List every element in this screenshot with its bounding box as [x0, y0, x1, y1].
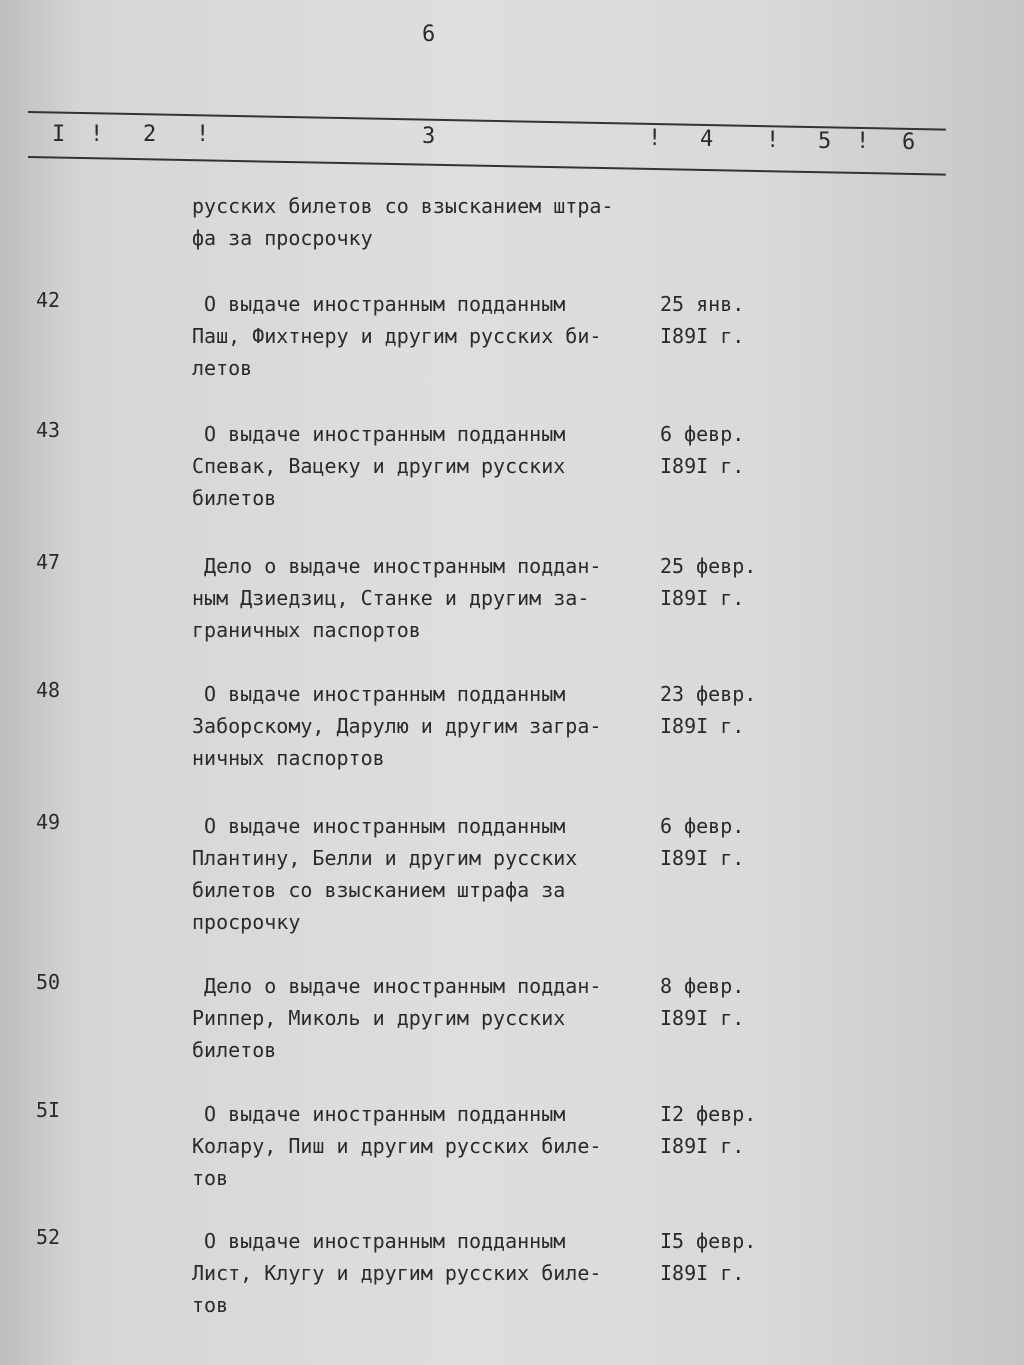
entry-number: 5I — [36, 1098, 61, 1122]
entry-description: русских билетов со взысканием штра- фа за просрочку — [192, 194, 614, 250]
header-separator: ! — [856, 129, 870, 154]
entry-date: 25 янв. I89I г. — [660, 292, 745, 348]
page-number: 6 — [422, 22, 436, 47]
header-separator: ! — [196, 122, 210, 147]
entry-date: I2 февр. I89I г. — [660, 1102, 757, 1158]
entry-number: 52 — [36, 1225, 61, 1249]
entry-date: 6 февр. I89I г. — [660, 422, 745, 478]
header-col-4: 4 — [700, 127, 714, 152]
entry-description: О выдаче иностранным подданным Заборскому, Дарулю и другим загра- ничных паспортов — [192, 682, 602, 770]
entry-number: 42 — [36, 288, 61, 312]
header-col-6: 6 — [902, 130, 916, 155]
header-separator: ! — [766, 128, 780, 153]
entry-description: О выдаче иностранным подданным Колару, Пиш и другим русских биле- тов — [192, 1102, 602, 1190]
entry-number: 48 — [36, 678, 61, 702]
entry-description: О выдаче иностранным подданным Паш, Фихтнеру и другим русских би- летов — [192, 292, 602, 380]
entry-date: 8 февр. I89I г. — [660, 974, 745, 1030]
entry-date: 23 февр. I89I г. — [660, 682, 757, 738]
header-col-5: 5 — [818, 129, 832, 154]
entry-number: 47 — [36, 550, 61, 574]
entry-description: О выдаче иностранным подданным Плантину, Белли и другим русских билетов со взысканием штрафа за просрочку — [192, 814, 578, 934]
entry-date: 25 февр. I89I г. — [660, 554, 757, 610]
header-separator: ! — [648, 126, 662, 151]
entry-description: Дело о выдаче иностранным поддан- Риппер, Миколь и другим русских билетов — [192, 974, 602, 1062]
entry-number: 50 — [36, 970, 61, 994]
table-header — [0, 122, 1024, 162]
header-col-3: 3 — [422, 124, 436, 149]
entry-date: I5 февр. I89I г. — [660, 1229, 757, 1285]
entry-description: О выдаче иностранным подданным Спевак, Вацеку и другим русских билетов — [192, 422, 566, 510]
entry-description: Дело о выдаче иностранным поддан- ным Дзиедзиц, Станке и другим за- граничных паспортов — [192, 554, 602, 642]
entry-description: О выдаче иностранным подданным Лист, Клугу и другим русских биле- тов — [192, 1229, 602, 1317]
entry-number: 43 — [36, 418, 61, 442]
entry-date: 6 февр. I89I г. — [660, 814, 745, 870]
entry-number: 49 — [36, 810, 61, 834]
header-separator: ! — [90, 122, 104, 147]
header-col-2: 2 — [143, 122, 157, 147]
header-col-1: I — [52, 122, 66, 147]
